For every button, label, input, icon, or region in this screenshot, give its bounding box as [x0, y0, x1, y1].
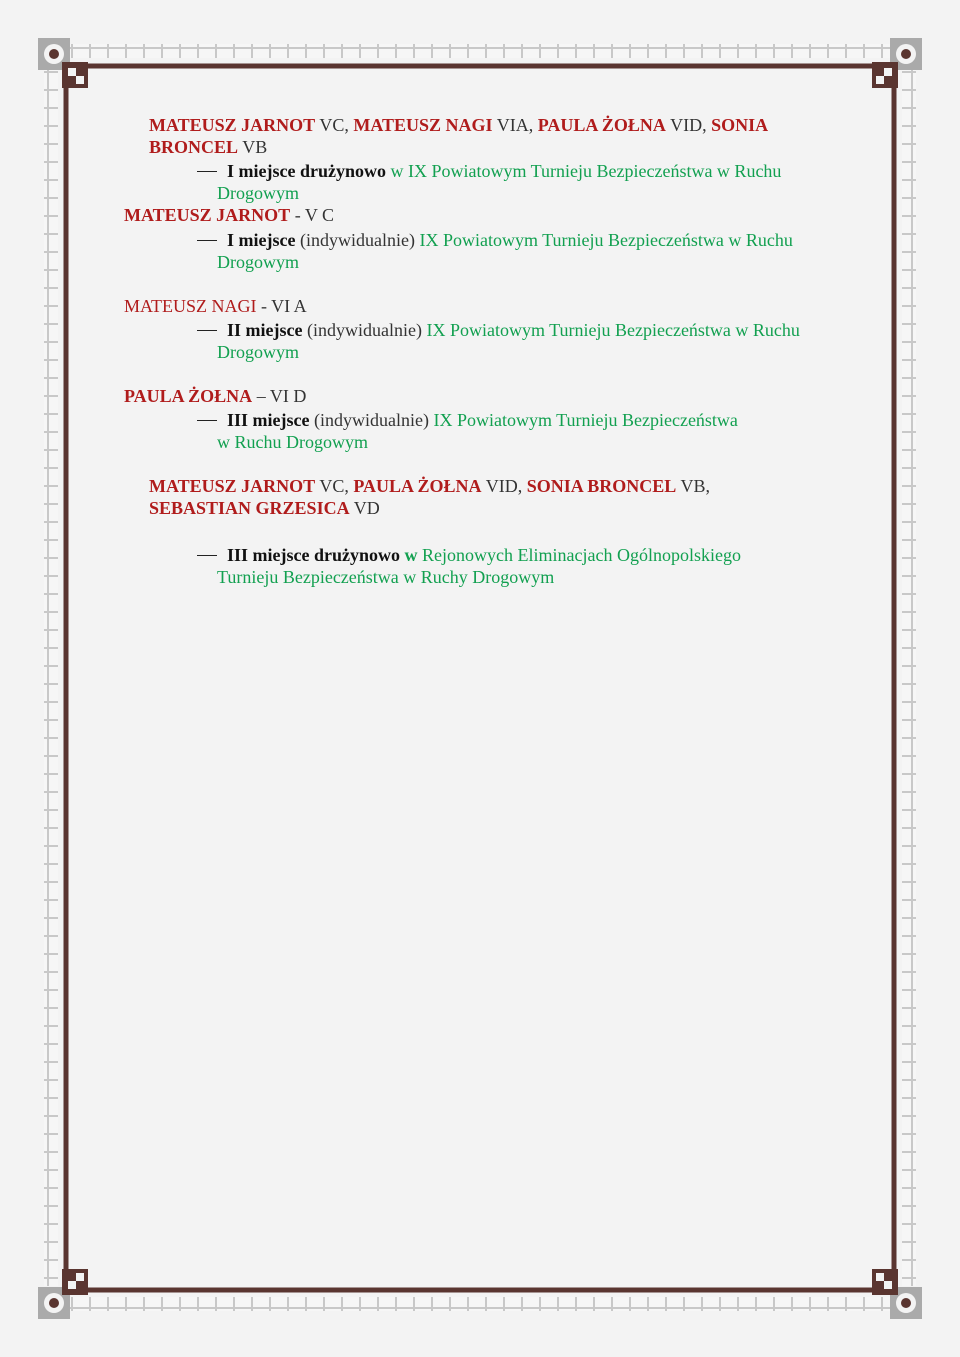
- team-names-line-2: [149, 497, 380, 519]
- student-name: MATEUSZ JARNOT: [149, 115, 316, 135]
- team-names-line-2: [149, 136, 267, 158]
- student-name: SONIA BRONCEL: [526, 476, 677, 496]
- student-name: SEBASTIAN GRZESICA: [149, 498, 350, 518]
- team-names-line-1: [149, 114, 768, 136]
- event-name-continued: Turnieju Bezpieczeństwa w Ruchy Drogowym: [217, 567, 555, 587]
- class-label: VC,: [315, 476, 354, 496]
- dash-bullet: [197, 420, 217, 421]
- event-name: IX Powiatowym Turnieju Bezpieczeństwa: [428, 410, 738, 430]
- student-name: PAULA ŻOŁNA: [353, 476, 482, 496]
- student-name: MATEUSZ NAGI: [124, 296, 257, 316]
- award-line: [197, 229, 793, 251]
- class-label: VB,: [676, 476, 710, 496]
- student-heading: [124, 295, 307, 317]
- student-name: MATEUSZ JARNOT: [124, 205, 291, 225]
- award-place: I miejsce: [227, 230, 296, 250]
- student-name: PAULA ŻOŁNA: [124, 386, 253, 406]
- dash-bullet: [197, 555, 217, 556]
- student-name: MATEUSZ NAGI: [353, 115, 493, 135]
- event-name-continued: Drogowym: [217, 252, 299, 272]
- class-label: VC,: [315, 115, 354, 135]
- class-label: - V C: [290, 205, 335, 225]
- student-heading: [124, 204, 334, 226]
- award-place: III miejsce drużynowo: [227, 545, 400, 565]
- event-name: IX Powiatowym Turnieju Bezpieczeństwa w Ruchu: [421, 320, 800, 340]
- award-line: [197, 409, 738, 431]
- class-label: VB: [238, 137, 268, 157]
- award-line: [197, 319, 800, 341]
- event-name-continued: Drogowym: [217, 342, 299, 362]
- student-heading: [124, 385, 306, 407]
- award-line: [197, 160, 781, 182]
- dash-bullet: [197, 330, 217, 331]
- student-name: SONIA: [711, 115, 769, 135]
- event-name-continued: w Ruchu Drogowym: [217, 432, 368, 452]
- award-place: III miejsce: [227, 410, 310, 430]
- class-label: VID,: [665, 115, 712, 135]
- award-detail: (indywidualnie): [302, 320, 422, 340]
- event-name: Rejonowych Eliminacjach Ogólnopolskiego: [417, 545, 741, 565]
- student-name: PAULA ŻOŁNA: [537, 115, 666, 135]
- award-place: I miejsce drużynowo: [227, 161, 386, 181]
- dash-bullet: [197, 240, 217, 241]
- class-label: VIA,: [492, 115, 538, 135]
- award-connector: w: [400, 545, 418, 565]
- award-place: II miejsce: [227, 320, 303, 340]
- dash-bullet: [197, 171, 217, 172]
- class-label: - VI A: [256, 296, 307, 316]
- team-names-line-1: [149, 475, 710, 497]
- student-name: MATEUSZ JARNOT: [149, 476, 316, 496]
- award-detail: (indywidualnie): [295, 230, 415, 250]
- student-name: BRONCEL: [149, 137, 239, 157]
- award-line: [197, 544, 741, 566]
- event-name-continued: Drogowym: [217, 183, 299, 203]
- event-name: w IX Powiatowym Turnieju Bezpieczeństwa w Ruchu: [385, 161, 782, 181]
- class-label: VD: [349, 498, 380, 518]
- class-label: – VI D: [252, 386, 307, 406]
- event-name: IX Powiatowym Turnieju Bezpieczeństwa w Ruchu: [414, 230, 793, 250]
- class-label: VID,: [481, 476, 527, 496]
- award-detail: (indywidualnie): [309, 410, 429, 430]
